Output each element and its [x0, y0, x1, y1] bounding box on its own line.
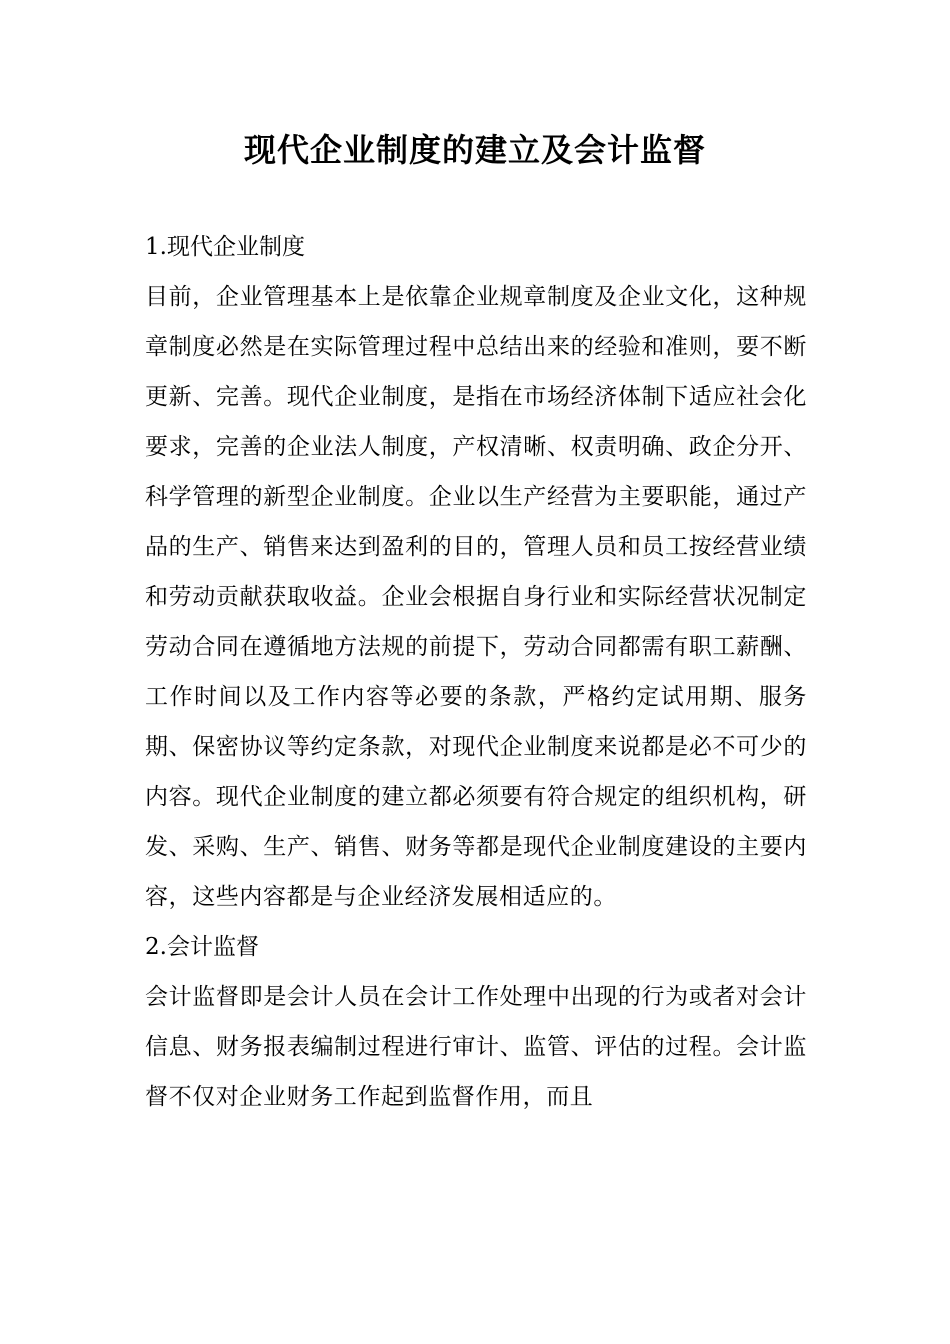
- section-heading-accounting-supervision: 2.会计监督: [145, 934, 259, 960]
- section-heading-modern-enterprise-system: 1.现代企业制度: [145, 234, 305, 260]
- document-title: 现代企业制度的建立及会计监督: [243, 131, 706, 169]
- section-paragraph-accounting-supervision: 会计监督即是会计人员在会计工作处理中出现的行为或者对会计信息、财务报表编制过程进行审计、监管、评估的过程。会计监督不仅对企业财务工作起到监督作用，而且: [145, 984, 807, 1110]
- document-body: [145, 222, 807, 1122]
- section-paragraph-modern-enterprise-system: 目前，企业管理基本上是依靠企业规章制度及企业文化，这种规章制度必然是在实际管理过程中总结出来的经验和准则，要不断更新、完善。现代企业制度，是指在市场经济体制下适应社会化要求，完善的企业法人制度，产权清晰、权责明确、政企分开、科学管理的新型企业制度。企业以生产经营为主要职能，通过产品的生产、销售来达到盈利的目的，管理人员和员工按经营业绩和劳动贡献获取收益。企业会根据自身行业和实际经营状况制定劳动合同在遵循地方法规的前提下，劳动合同都需有职工薪酬、工作时间以及工作内容等必要的条款，严格约定试用期、服务期、保密协议等约定条款，对现代企业制度来说都是必不可少的内容。现代企业制度的建立都必须要有符合规定的组织机构，研发、采购、生产、销售、财务等都是现代企业制度建设的主要内容，这些内容都是与企业经济发展相适应的。: [145, 284, 807, 910]
